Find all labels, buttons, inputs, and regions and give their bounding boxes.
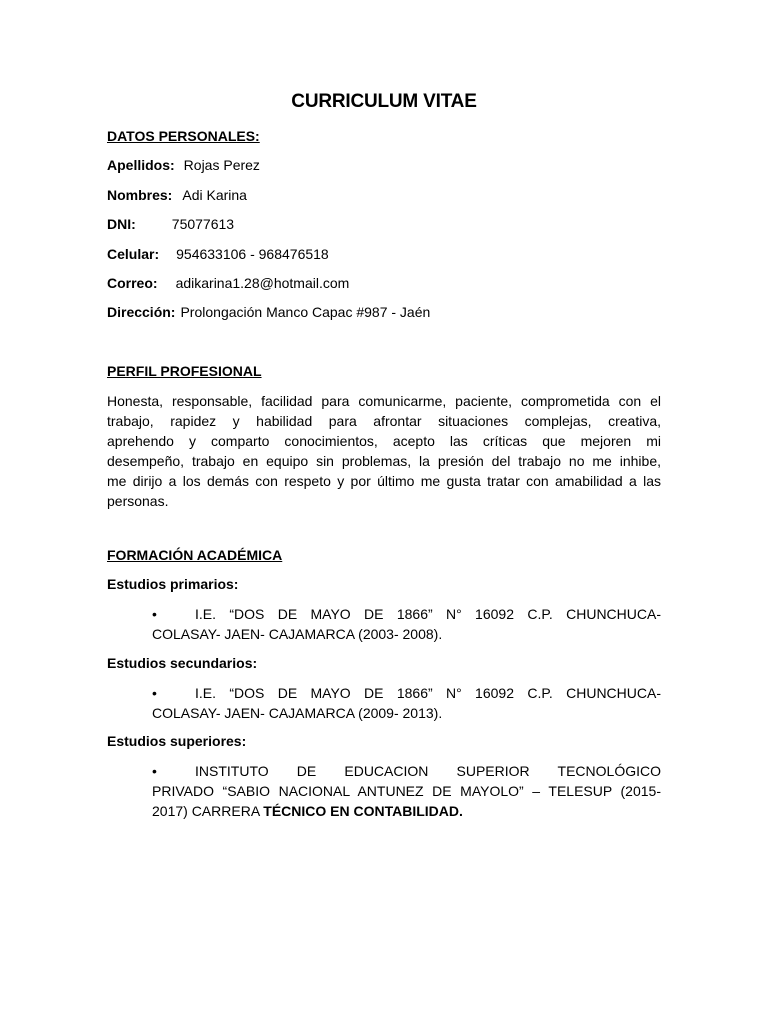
- item-line: [152, 801, 661, 821]
- profile-paragraph: [107, 391, 661, 511]
- item-line: PRIVADO “SABIO NACIONAL ANTUNEZ DE MAYOLO” – TELESUP (2015-: [152, 783, 661, 799]
- document-title: CURRICULUM VITAE: [291, 91, 477, 112]
- primary-studies-label: Estudios primarios:: [107, 576, 239, 592]
- profile-line: me dirijo a los demás con respeto y por último me gusta tratar con amabilidad a las: [107, 473, 661, 489]
- personal-data-heading: DATOS PERSONALES:: [107, 128, 260, 144]
- item-line: [152, 761, 661, 781]
- field-apellidos: [107, 157, 260, 173]
- profile-line: Honesta, responsable, facilidad para comunicarme, paciente, comprometida con el: [107, 393, 661, 409]
- primary-studies-item: [152, 604, 661, 644]
- field-label: DNI:: [107, 216, 136, 232]
- profile-line: aprehendo y comparto conocimientos, acepto las críticas que mejoren mi: [107, 433, 661, 449]
- secondary-studies-item: [152, 683, 661, 723]
- higher-studies-label: Estudios superiores:: [107, 733, 247, 749]
- field-label: Apellidos:: [107, 157, 175, 173]
- item-text: I.E. “DOS DE MAYO DE 1866” N° 16092 C.P. CHUNCHUCA-: [195, 685, 661, 701]
- field-value: Rojas Perez: [183, 157, 260, 173]
- career-emphasis: TÉCNICO EN CONTABILIDAD.: [263, 803, 463, 819]
- higher-studies-item: [152, 761, 661, 821]
- field-label: Dirección:: [107, 304, 176, 320]
- item-text: I.E. “DOS DE MAYO DE 1866” N° 16092 C.P. CHUNCHUCA-: [195, 606, 661, 622]
- item-line: COLASAY- JAEN- CAJAMARCA (2003- 2008).: [152, 626, 443, 642]
- field-label: Correo:: [107, 275, 158, 291]
- field-direccion: [107, 304, 430, 320]
- field-value: 75077613: [171, 216, 235, 232]
- field-value: 954633106 - 968476518: [176, 246, 329, 262]
- field-celular: [107, 246, 329, 262]
- field-nombres: [107, 187, 247, 203]
- bullet-icon: •: [152, 606, 157, 622]
- profile-heading: PERFIL PROFESIONAL: [107, 363, 262, 379]
- field-value: adikarina1.28@hotmail.com: [175, 275, 350, 291]
- field-correo: [107, 275, 349, 291]
- field-label: Nombres:: [107, 187, 173, 203]
- field-value: Adi Karina: [182, 187, 247, 203]
- secondary-studies-label: Estudios secundarios:: [107, 655, 258, 671]
- field-dni: [107, 216, 234, 232]
- field-value: Prolongación Manco Capac #987 - Jaén: [180, 304, 431, 320]
- profile-line: personas.: [107, 493, 169, 509]
- item-line: COLASAY- JAEN- CAJAMARCA (2009- 2013).: [152, 705, 443, 721]
- field-label: Celular:: [107, 246, 160, 262]
- bullet-icon: •: [152, 685, 157, 701]
- item-text: INSTITUTO DE EDUCACION SUPERIOR TECNOLÓGICO: [195, 763, 661, 779]
- bullet-icon: •: [152, 763, 157, 779]
- profile-line: trabajo, rapidez y habilidad para afrontar situaciones complejas, creativa,: [107, 413, 661, 429]
- item-line: [152, 604, 661, 624]
- education-heading: FORMACIÓN ACADÉMICA: [107, 547, 283, 563]
- item-text: 2017) CARRERA: [152, 803, 264, 819]
- profile-line: desempeño, trabajo en equipo sin problemas, la presión del trabajo no me inhibe,: [107, 453, 661, 469]
- item-line: [152, 683, 661, 703]
